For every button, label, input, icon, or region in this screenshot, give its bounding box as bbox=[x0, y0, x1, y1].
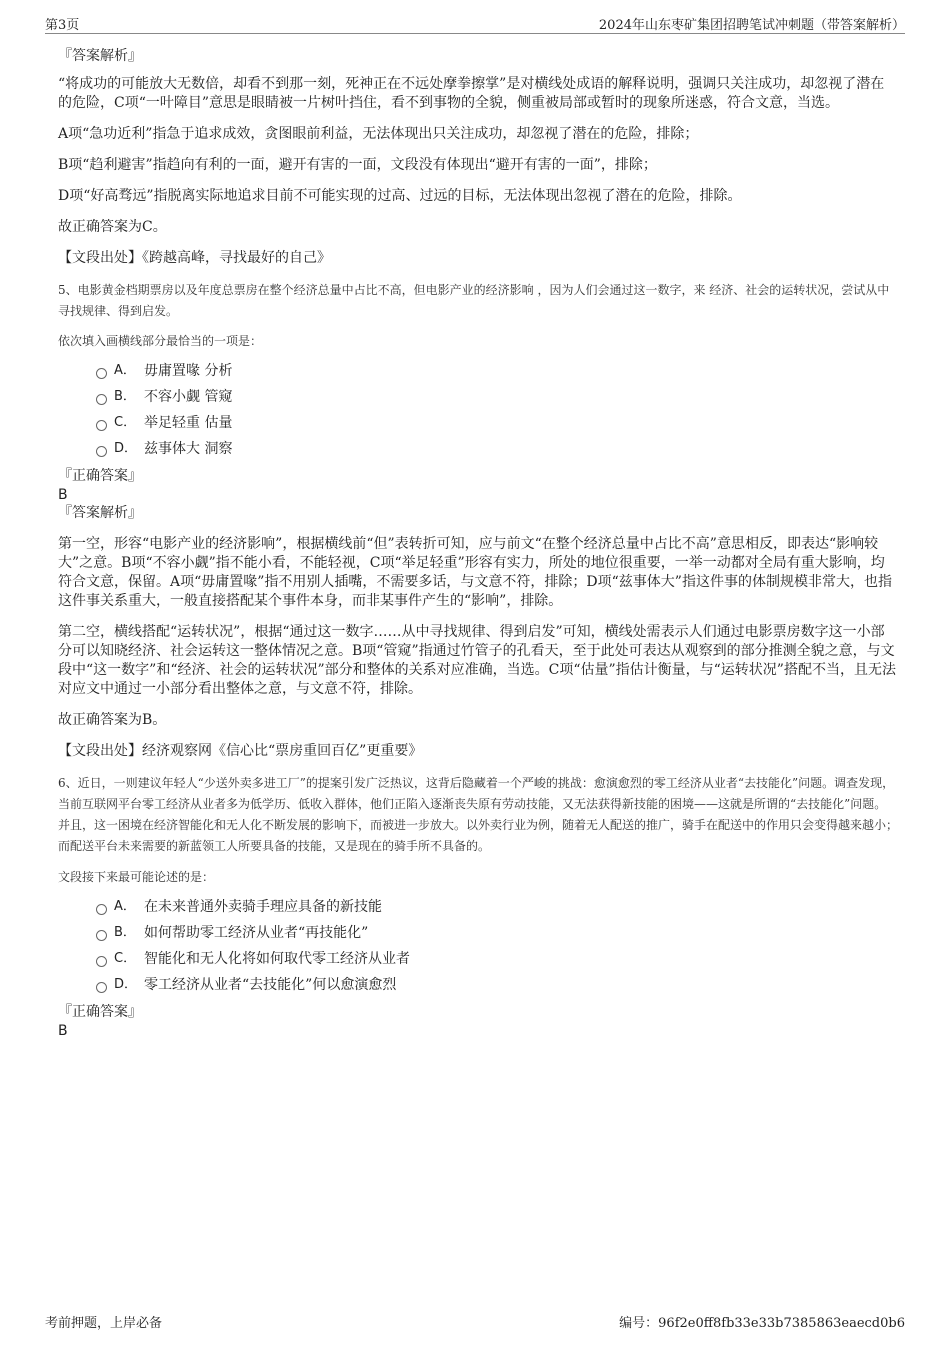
question-6-prompt: 文段接下来最可能论述的是： bbox=[58, 870, 215, 884]
option-text: 智能化和无人化将如何取代零工经济从业者 bbox=[144, 951, 410, 967]
document-title: 2024年山东枣矿集团招聘笔试冲刺题（带答案解析） bbox=[598, 18, 905, 33]
option-a[interactable] bbox=[96, 894, 898, 920]
option-label: A． bbox=[114, 899, 136, 914]
option-label: C． bbox=[114, 951, 137, 966]
correct-answer-label: 『正确答案』 bbox=[58, 468, 142, 484]
document-id: 编号：96f2e0ff8fb33e33b7385863eaecd0b6 bbox=[619, 1316, 905, 1331]
radio-icon[interactable] bbox=[96, 446, 107, 457]
correct-answer-value: B bbox=[58, 487, 68, 503]
option-d[interactable] bbox=[96, 972, 898, 998]
option-c[interactable] bbox=[96, 410, 898, 436]
radio-icon[interactable] bbox=[96, 982, 107, 993]
option-a[interactable] bbox=[96, 358, 898, 384]
option-text: 举足轻重 估量 bbox=[144, 415, 233, 431]
source-note: 【文段出处】经济观察网《信心比“票房重回百亿”更重要》 bbox=[58, 743, 423, 759]
option-text: 不容小觑 管窥 bbox=[144, 389, 233, 405]
radio-icon[interactable] bbox=[96, 368, 107, 379]
footer-slogan: 考前押题，上岸必备 bbox=[45, 1316, 163, 1331]
question-5-prompt: 依次填入画横线部分最恰当的一项是： bbox=[58, 334, 263, 348]
analysis-paragraph: “将成功的可能放大无数倍，却看不到那一刻，死神正在不远处摩拳擦掌”是对横线处成语的解释说明，强调只关注成功，却忽视了潜在的危险，C项“一叶障目”意思是眼睛被一片树叶挡住，看不到事物的全貌，侧重被局部或暂时的现象所迷惑，符合文意，当选。 bbox=[58, 76, 885, 111]
option-label: B． bbox=[114, 925, 136, 940]
analysis-paragraph: 第二空，横线搭配“运转状况”，根据“通过这一数字……从中寻找规律、得到启发”可知，横线处需表示人们通过电影票房数字这一小部分可以知晓经济、社会运转这一整体情况之意。B项“管窥”指通过竹管子的孔看天，至于此处可表达从观察到的部分推测全貌之意，与文段中“这一数字”和“经济、社会的运转状况”部分和整体的关系对应准确，当选。C项“估量”指估计衡量，与“运转状况”搭配不当，且无法对应文中通过一小部分看出整体之意，与文意不符，排除。 bbox=[58, 624, 896, 697]
option-b[interactable] bbox=[96, 920, 898, 946]
option-b[interactable] bbox=[96, 384, 898, 410]
radio-icon[interactable] bbox=[96, 394, 107, 405]
document-body bbox=[58, 47, 898, 1040]
conclusion: 故正确答案为B。 bbox=[58, 712, 167, 728]
analysis-paragraph: 第一空，形容“电影产业的经济影响”，根据横线前“但”表转折可知，应与前文“在整个经济总量中占比不高”意思相反，即表达“影响较大”之意。B项“不容小觑”指不能小看，不能轻视，C项“举足轻重”形容有实力，所处的地位很重要，一举一动都对全局有重大影响，均符合文意，保留。A项“毋庸置喙”指不用别人插嘴，不需要多话，与文意不符，排除；D项“兹事体大”指这件事的体制规模非常大，也指这件事关系重大，一般直接搭配某个事件本身，而非某事件产生的“影响”，排除。 bbox=[58, 536, 892, 609]
option-text: 在未来普通外卖骑手理应具备的新技能 bbox=[144, 899, 382, 915]
correct-answer-value: B bbox=[58, 1023, 68, 1039]
correct-answer-label: 『正确答案』 bbox=[58, 1004, 142, 1020]
question-6-options bbox=[96, 894, 898, 998]
option-d[interactable] bbox=[96, 436, 898, 462]
analysis-option-a: A项“急功近利”指急于追求成效，贪图眼前利益，无法体现出只关注成功，却忽视了潜在的危险，排除； bbox=[58, 126, 699, 142]
analysis-option-d: D项“好高骛远”指脱离实际地追求目前不可能实现的过高、过远的目标，无法体现出忽视了潜在的危险，排除。 bbox=[58, 188, 742, 204]
option-label: C． bbox=[114, 415, 137, 430]
radio-icon[interactable] bbox=[96, 420, 107, 431]
analysis-option-b: B项“趋利避害”指趋向有利的一面，避开有害的一面，文段没有体现出“避开有害的一面”，排除； bbox=[58, 157, 657, 173]
option-c[interactable] bbox=[96, 946, 898, 972]
radio-icon[interactable] bbox=[96, 930, 107, 941]
analysis-label: 『答案解析』 bbox=[58, 48, 142, 64]
analysis-label: 『答案解析』 bbox=[58, 505, 142, 521]
option-text: 毋庸置喙 分析 bbox=[144, 363, 233, 379]
question-5-options bbox=[96, 358, 898, 462]
conclusion: 故正确答案为C。 bbox=[58, 219, 167, 235]
option-label: D． bbox=[114, 977, 138, 992]
page-number: 第3页 bbox=[45, 18, 80, 33]
radio-icon[interactable] bbox=[96, 904, 107, 915]
option-label: D． bbox=[114, 441, 138, 456]
question-5-stem: 5、电影黄金档期票房以及年度总票房在整个经济总量中占比不高，但电影产业的经济影响 ，因为人们会通过这一数字，来 经济、社会的运转状况，尝试从中寻找规律、得到启发。 bbox=[58, 283, 890, 318]
option-text: 兹事体大 洞察 bbox=[144, 441, 233, 457]
radio-icon[interactable] bbox=[96, 956, 107, 967]
question-6-stem: 6、近日，一则建议年轻人“少送外卖多进工厂”的提案引发广泛热议，这背后隐藏着一个严峻的挑战：愈演愈烈的零工经济从业者“去技能化”问题。调查发现，当前互联网平台零工经济从业者多为低学历、低收入群体，他们正陷入逐渐丧失原有劳动技能，又无法获得新技能的困境——这就是所谓的“去技能化”问题。并且，这一困境在经济智能化和无人化不断发展的影响下，而被进一步放大。以外卖行业为例，随着无人配送的推广，骑手在配送中的作用只会变得越来越小；而配送平台未来需要的新蓝领工人所要具备的技能，又是现在的骑手所不具备的。 bbox=[58, 776, 899, 853]
option-label: A． bbox=[114, 363, 136, 378]
option-label: B． bbox=[114, 389, 136, 404]
page-header bbox=[45, 0, 905, 34]
option-text: 零工经济从业者“去技能化”何以愈演愈烈 bbox=[144, 977, 397, 993]
option-text: 如何帮助零工经济从业者“再技能化” bbox=[144, 925, 369, 941]
source-note: 【文段出处】《跨越高峰，寻找最好的自己》 bbox=[58, 250, 331, 266]
